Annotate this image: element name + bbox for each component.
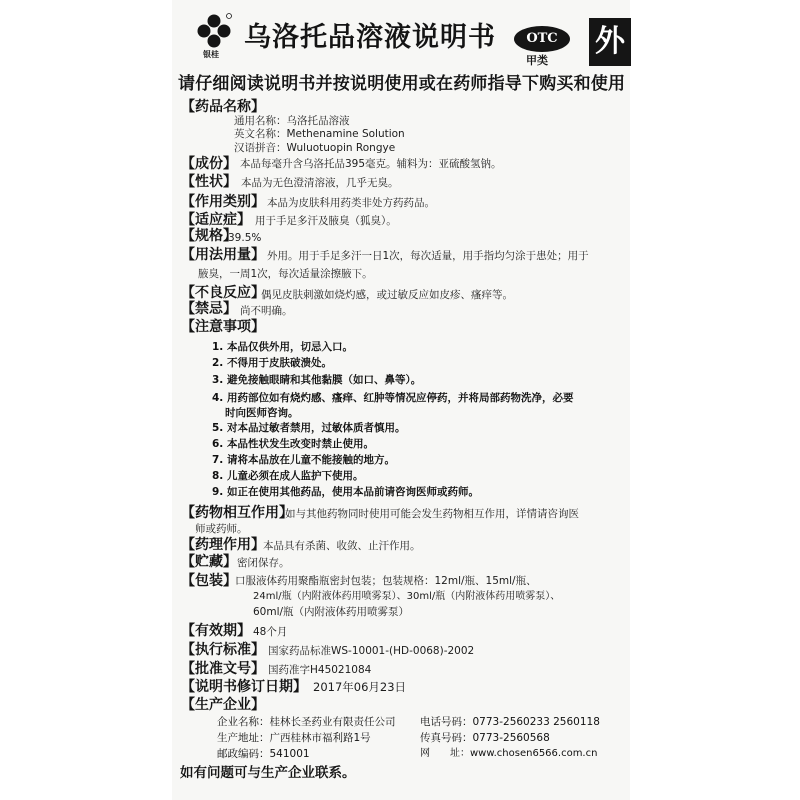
approval-text: 国药准字H45021084 — [268, 664, 372, 676]
manufacturer-address: 生产地址：广西桂林市福利路1号 — [217, 732, 371, 744]
section-interaction-heading: 【药物相互作用】 — [181, 505, 293, 521]
manufacturer-fax: 传真号码：0773-2560568 — [420, 732, 550, 744]
page-title: 乌洛托品溶液说明书 — [244, 22, 496, 53]
precaution-item: 3. 避免接触眼睛和其他黏膜（如口、鼻等）。 — [212, 374, 422, 386]
category-text: 本品为皮肤科用药类非处方药药品。 — [267, 197, 435, 209]
section-storage-heading: 【贮藏】 — [181, 554, 237, 570]
precaution-item: 时向医师咨询。 — [225, 407, 299, 419]
footer-contact-note: 如有问题可与生产企业联系。 — [180, 765, 356, 781]
precaution-item: 5. 对本品过敏者禁用，过敏体质者慎用。 — [212, 422, 406, 434]
validity-text: 48个月 — [253, 626, 288, 638]
precaution-item: 6. 本品性状发生改变时禁止使用。 — [212, 438, 374, 450]
section-drug-name-heading: 【药品名称】 — [181, 99, 265, 115]
package-line-2: 24ml/瓶（内附液体药用喷雾泵）、30ml/瓶（内附液体药用喷雾泵）、 — [253, 591, 561, 602]
manufacturer-company: 企业名称：桂林长圣药业有限责任公司 — [217, 716, 396, 728]
interaction-line-2: 师或药师。 — [195, 523, 248, 535]
manufacturer-phone: 电话号码：0773-2560233 2560118 — [420, 716, 600, 728]
composition-text: 本品每毫升含乌洛托品395毫克。辅料为：亚硫酸氢钠。 — [240, 158, 502, 170]
brand-text: 银桂 — [203, 50, 219, 59]
generic-name: 通用名称：乌洛托品溶液 — [234, 115, 350, 127]
section-adverse-heading: 【不良反应】 — [181, 285, 265, 301]
contraindication-text: 尚不明确。 — [240, 305, 293, 317]
brand-logo — [196, 13, 232, 59]
precaution-item: 2. 不得用于皮肤破溃处。 — [212, 357, 332, 369]
section-approval-heading: 【批准文号】 — [181, 661, 265, 677]
package-line-3: 60ml/瓶（内附液体药用喷雾泵） — [253, 606, 410, 618]
external-use-badge: 外 — [589, 18, 631, 66]
package-line-1: 口服液体药用聚酯瓶密封包装；包装规格：12ml/瓶、15ml/瓶、 — [235, 575, 537, 587]
usage-notice: 请仔细阅读说明书并按说明使用或在药师指导下购买和使用 — [178, 74, 626, 94]
section-precautions-heading: 【注意事项】 — [181, 319, 265, 335]
indication-text: 用于手足多汗及腋臭（狐臭）。 — [255, 215, 397, 227]
english-name: 英文名称：Methenamine Solution — [234, 128, 405, 140]
section-indication-heading: 【适应症】 — [181, 212, 251, 228]
precaution-item: 8. 儿童必须在成人监护下使用。 — [212, 470, 364, 482]
precaution-item: 7. 请将本品放在儿童不能接触的地方。 — [212, 454, 395, 466]
precaution-item: 1. 本品仅供外用，切忌入口。 — [212, 341, 353, 353]
pinyin-name: 汉语拼音：Wuluotuopin Rongye — [234, 142, 396, 154]
usage-line-1: 外用。用于手足多汗一日1次，每次适量，用手指均匀涂于患处；用于 — [267, 250, 589, 262]
section-revision-heading: 【说明书修订日期】 — [181, 679, 307, 695]
usage-line-2: 腋臭，一周1次，每次适量涂擦腋下。 — [198, 268, 373, 280]
section-category-heading: 【作用类别】 — [181, 194, 265, 210]
manufacturer-website: 网 址：www.chosen6566.com.cn — [420, 748, 598, 759]
otc-class-label: 甲类 — [526, 54, 548, 67]
adverse-text: 偶见皮肤刺激如烧灼感，或过敏反应如皮疹、瘙痒等。 — [261, 289, 513, 301]
pharmacology-text: 本品具有杀菌、收敛、止汗作用。 — [263, 540, 421, 552]
interaction-line-1: 如与其他药物同时使用可能会发生药物相互作用，详情请咨询医 — [285, 508, 579, 520]
section-properties-heading: 【性状】 — [181, 174, 237, 190]
section-usage-heading: 【用法用量】 — [181, 247, 265, 263]
storage-text: 密闭保存。 — [237, 557, 290, 569]
manufacturer-postcode: 邮政编码：541001 — [217, 748, 310, 760]
otc-badge: OTC — [514, 26, 570, 52]
section-package-heading: 【包装】 — [181, 573, 237, 589]
properties-text: 本品为无色澄清溶液，几乎无臭。 — [241, 177, 399, 189]
precaution-item: 9. 如正在使用其他药品，使用本品前请咨询医师或药师。 — [212, 486, 479, 498]
precaution-item: 4. 用药部位如有烧灼感、瘙痒、红肿等情况应停药，并将局部药物洗净，必要 — [212, 392, 574, 404]
section-pharmacology-heading: 【药理作用】 — [181, 537, 265, 553]
standard-text: 国家药品标准WS-10001-(HD-0068)-2002 — [268, 645, 475, 657]
section-contraindication-heading: 【禁忌】 — [181, 301, 237, 317]
spec-text: 39.5% — [228, 232, 262, 244]
section-standard-heading: 【执行标准】 — [181, 642, 265, 658]
section-manufacturer-heading: 【生产企业】 — [181, 697, 265, 713]
section-spec-heading: 【规格】 — [181, 228, 237, 244]
revision-text: 2017年06月23日 — [313, 680, 407, 694]
section-composition-heading: 【成份】 — [181, 156, 237, 172]
logo-flower-icon — [196, 13, 232, 49]
section-validity-heading: 【有效期】 — [181, 623, 251, 639]
